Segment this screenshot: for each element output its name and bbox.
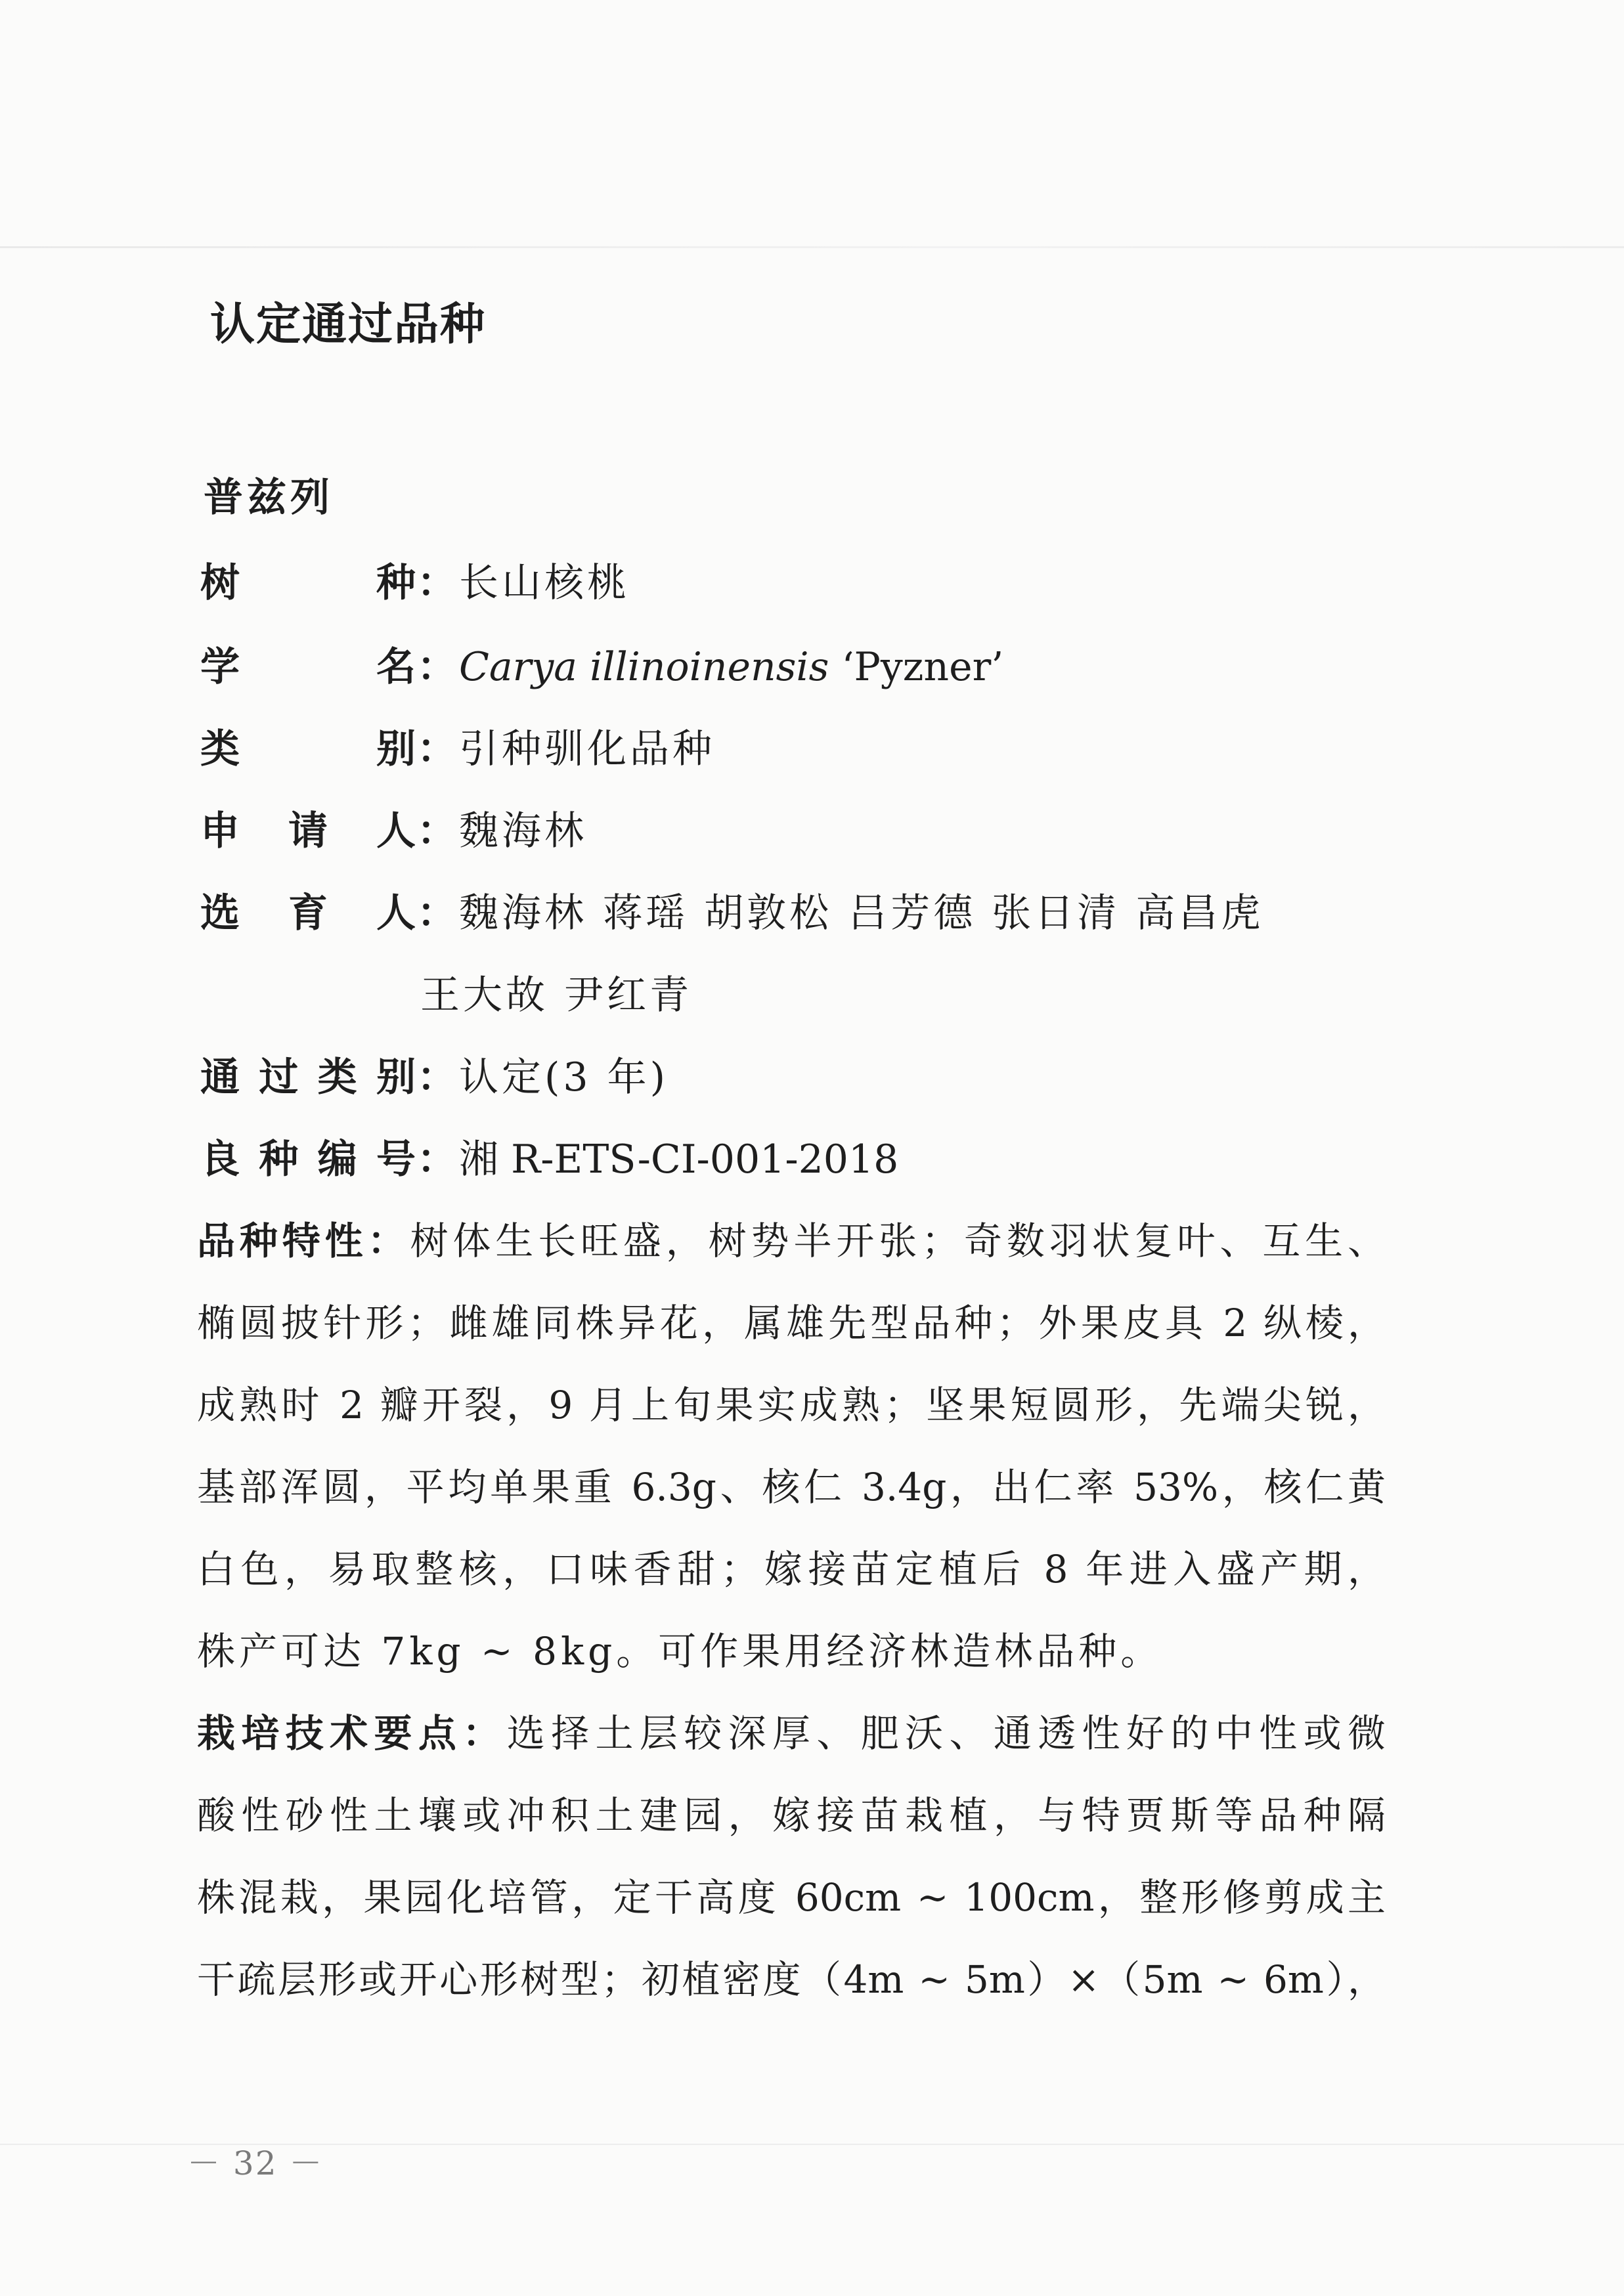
field-value: 魏海林 [459,808,587,854]
cultivation-line: 干疏层形或开心形树型；初植密度（4m ~ 5m）×（5m ~ 6m）， [197,1957,1386,2002]
characteristics-line: 品种特性：树体生长旺盛，树势半开张；奇数羽状复叶、互生、 [197,1219,1386,1263]
field-breeders: 选育人 ： 魏海林 蒋瑶 胡敦松 吕芳德 张日清 高昌虎 [200,882,1263,938]
cultivation-line: 栽培技术要点：选择土层较深厚、肥沃、通透性好的中性或微 [197,1711,1386,1756]
characteristics-label: 品种特性： [197,1219,410,1263]
page-number: － 32 － [187,2144,324,2182]
field-label: 树种 [200,560,417,606]
field-value: 魏海林 蒋瑶 胡敦松 吕芳德 张日清 高昌虎 [459,890,1264,936]
scan-artifact-band [0,246,1624,248]
field-scientific-name: 学名 ： Carya illinoinensis ‘Pyzner’ [200,636,1003,692]
field-breeders-continuation: 王大故 尹红青 [420,972,693,1018]
characteristics-line: 成熟时 2 瓣开裂，9 月上旬果实成熟；坚果短圆形，先端尖锐， [197,1383,1386,1427]
cultivation-label: 栽培技术要点： [197,1711,507,1756]
field-label: 通过类别 [200,1054,417,1100]
characteristics-line: 白色，易取整核，口味香甜；嫁接苗定植后 8 年进入盛产期， [197,1547,1386,1592]
characteristics-line: 椭圆披针形；雌雄同株异花，属雄先型品种；外果皮具 2 纵棱， [197,1301,1386,1345]
field-value [459,644,1003,690]
variety-name: 普兹列 [204,475,334,521]
field-value: 湘 R-ETS-CI-001-2018 [459,1137,899,1182]
cultivation-line: 酸性砂性土壤或冲积土建园，嫁接苗栽植，与特贾斯等品种隔 [197,1793,1386,1838]
characteristics-line: 基部浑圆，平均单果重 6.3g、核仁 3.4g，出仁率 53%，核仁黄 [197,1465,1386,1509]
field-value: 引种驯化品种 [459,726,715,772]
field-applicant: 申请人 ： 魏海林 [200,800,587,856]
field-seed-number: 良种编号 ： 湘 R-ETS-CI-001-2018 [200,1128,898,1184]
field-species: 树种 ： 长山核桃 [200,552,630,608]
field-label: 良种编号 [200,1137,417,1182]
field-value: 长山核桃 [459,560,630,606]
field-value: 认定(3 年) [459,1054,669,1100]
field-label: 申请人 [200,808,417,854]
field-label: 学名 [200,644,417,690]
field-label: 选育人 [200,890,417,936]
cultivar-name: ‘Pyzner’ [841,644,1004,690]
field-category: 类别 ： 引种驯化品种 [200,718,715,774]
field-label: 类别 [200,726,417,772]
field-approval-type: 通过类别 ： 认定(3 年) [200,1046,669,1102]
cultivation-line: 株混栽，果园化培管，定干高度 60cm ~ 100cm，整形修剪成主 [197,1875,1386,1920]
latin-binomial: Carya illinoinensis [459,644,829,690]
characteristics-line: 株产可达 7kg ~ 8kg。可作果用经济林造林品种。 [197,1629,1163,1674]
section-title: 认定通过品种 [210,299,487,351]
